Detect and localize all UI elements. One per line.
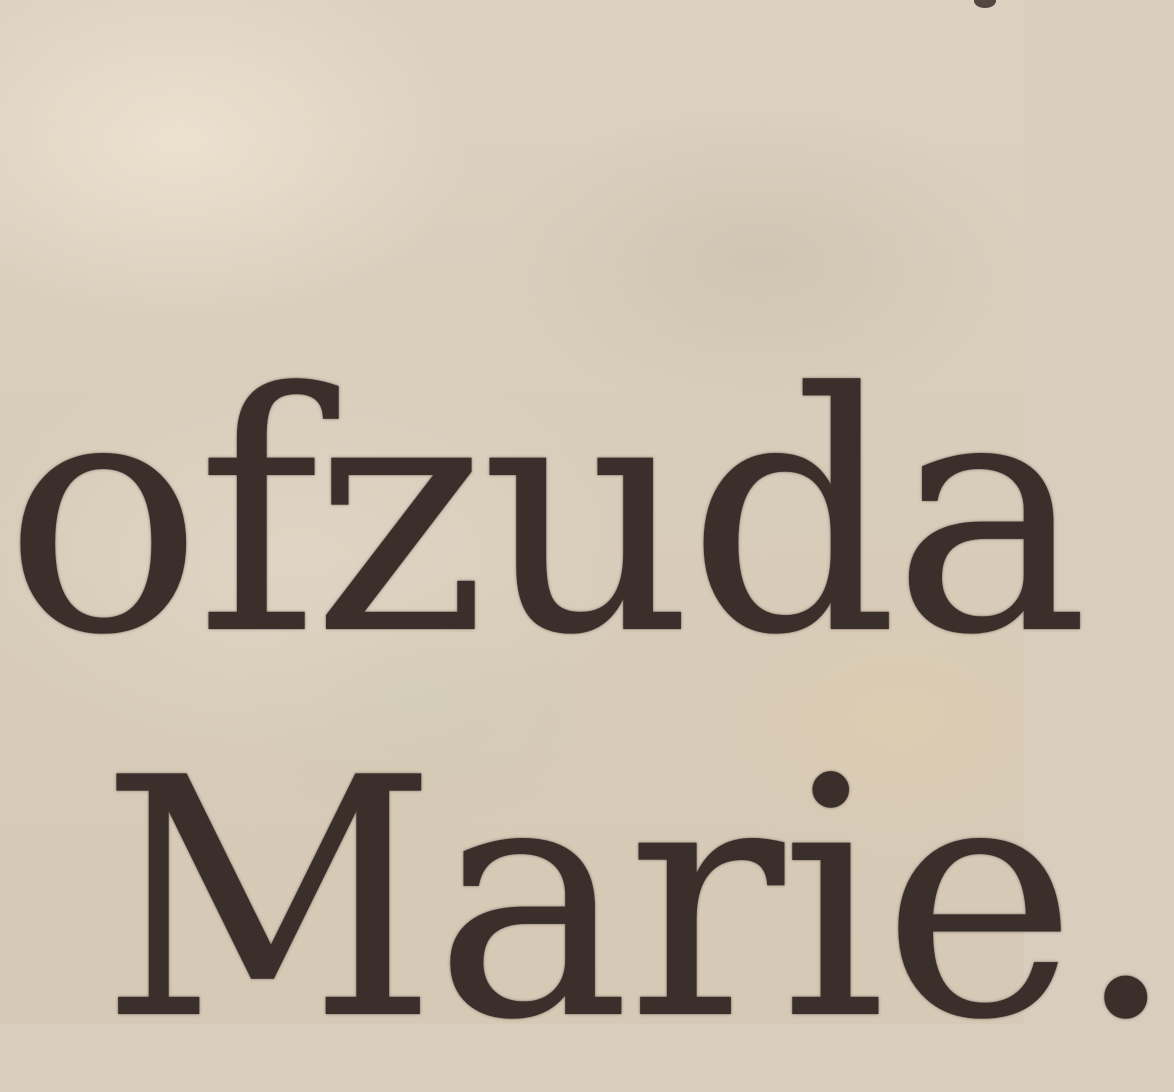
text-line-2: Marie. xyxy=(100,708,1174,1092)
ink-speck xyxy=(974,0,996,8)
text-line-1: ofzuda xyxy=(4,323,1084,707)
